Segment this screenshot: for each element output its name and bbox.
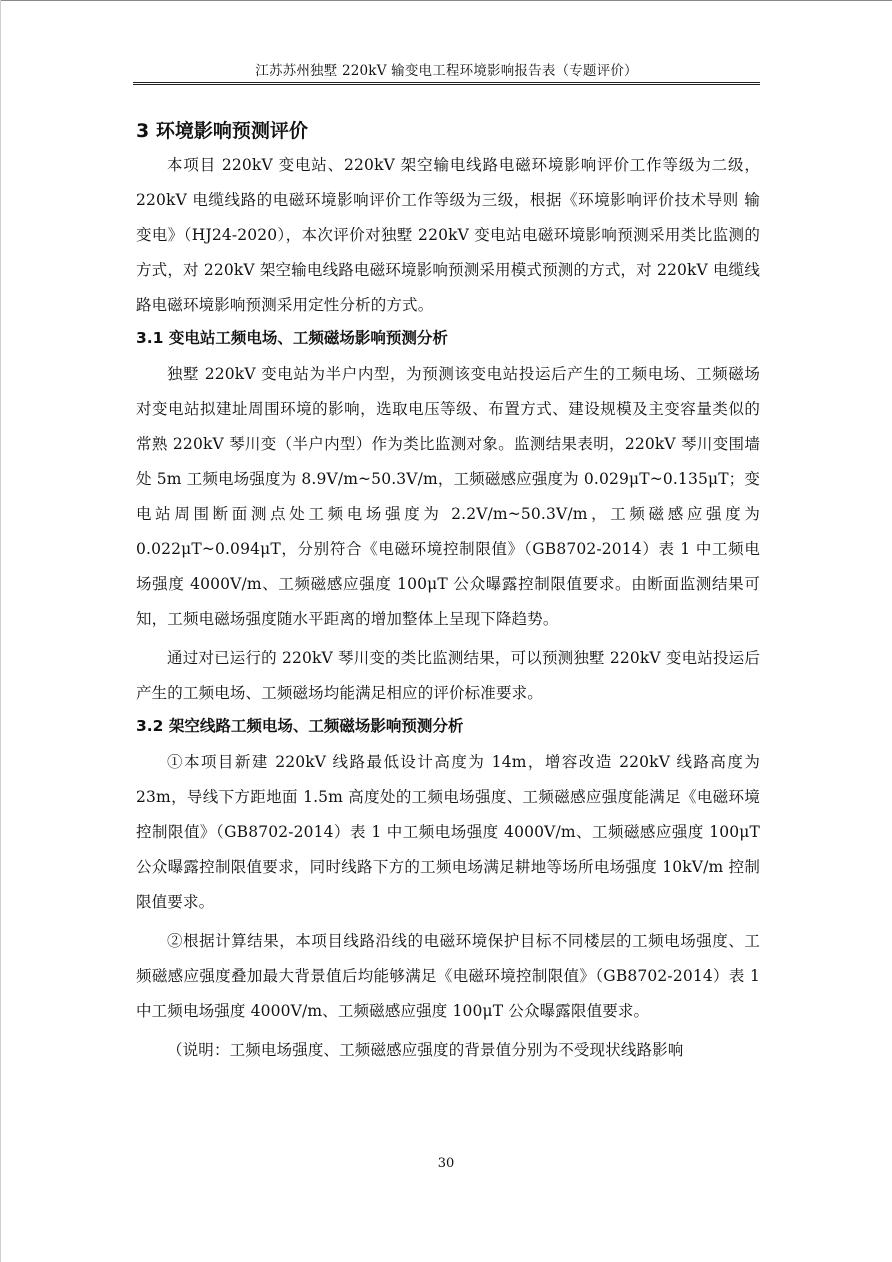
substation-conclusion-paragraph: 通过对已运行的 220kV 琴川变的类比监测结果，可以预测独墅 220kV 变电站投运后产生的工频电场、工频磁场均能满足相应的评价标准要求。 bbox=[136, 649, 760, 702]
page-top-border bbox=[0, 0, 892, 1]
note-paragraph: （说明：工频电场强度、工频磁感应强度的背景值分别为不受现状线路影响 bbox=[167, 1041, 684, 1059]
overhead-line-paragraph-2: ②根据计算结果，本项目线路沿线的电磁环境保护目标不同楼层的工频电场强度、工频磁感应强度叠加最大背景值后均能够满足《电磁环境控制限值》（GB8702-2014）表 1 中工频电场强度 4000V/m、工频磁感应强度 100μT 公众曝露限值要求。 bbox=[136, 932, 760, 1020]
subsection-heading-3-1: 3.1 变电站工频电场、工频磁场影响预测分析 bbox=[136, 329, 448, 347]
page-number: 30 bbox=[437, 1156, 455, 1171]
section-heading: 3 环境影响预测评价 bbox=[136, 120, 308, 142]
overhead-line-paragraph-1: ①本项目新建 220kV 线路最低设计高度为 14m，增容改造 220kV 线路高度为 23m，导线下方距地面 1.5m 高度处的工频电场强度、工频磁感应强度能满足《电磁环境控制限值》（GB8702-2014）表 1 中工频电场强度 4000V/m、工频磁感应强度 100μT 公众曝露控制限值要求，同时线路下方的工频电场满足耕地等场所电场强度 10kV/m 控制限值要求。 bbox=[136, 753, 760, 911]
page-left-border bbox=[0, 0, 1, 1262]
subsection-heading-3-2: 3.2 架空线路工频电场、工频磁场影响预测分析 bbox=[136, 717, 464, 735]
document-body bbox=[136, 116, 760, 1068]
section-intro-paragraph: 本项目 220kV 变电站、220kV 架空输电线路电磁环境影响评价工作等级为二级，220kV 电缆线路的电磁环境影响评价工作等级为三级，根据《环境影响评价技术导则 输变电》（HJ24-2020），本次评价对独墅 220kV 变电站电磁环境影响预测采用类比监测的方式，对 220kV 架空输电线路电磁环境影响预测采用模式预测的方式，对 220kV 电缆线路电磁环境影响预测采用定性分析的方式。 bbox=[136, 156, 760, 314]
substation-paragraph: 独墅 220kV 变电站为半户内型，为预测该变电站投运后产生的工频电场、工频磁场对变电站拟建址周围环境的影响，选取电压等级、布置方式、建设规模及主变容量类似的常熟 220kV 琴川变（半户内型）作为类比监测对象。监测结果表明，220kV 琴川变围墙处 5m 工频电场强度为 8.9V/m~50.3V/m，工频磁感应强度为 0.029μT~0.135μT；变电站周围断面测点处工频电场强度为 2.2V/m~50.3V/m，工频磁感应强度为 0.022μT~0.094μT，分别符合《电磁环境控制限值》（GB8702-2014）表 1 中工频电场强度 4000V/m、工频磁感应强度 100μT 公众曝露控制限值要求。由断面监测结果可知，工频电磁场强度随水平距离的增加整体上呈现下降趋势。 bbox=[136, 365, 760, 628]
header-rule bbox=[133, 82, 760, 85]
running-header: 江苏苏州独墅 220kV 输变电工程环境影响报告表（专题评价） bbox=[255, 63, 638, 79]
